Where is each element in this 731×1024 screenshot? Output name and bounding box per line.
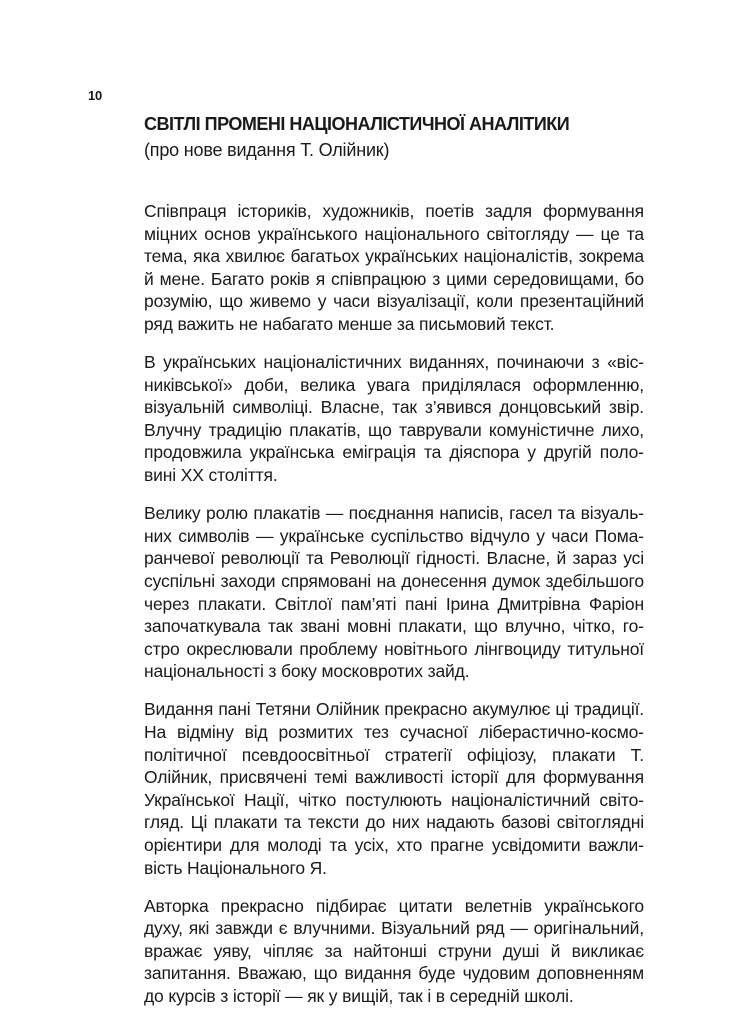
article-subtitle: (про нове видання Т. Олійник) (144, 140, 390, 160)
paragraph: Велику ролю плакатів — поєднання написів, гасел та візуальних символів — українське суспільство відчуло у часи Помаранчевої революції та Революції гідності. Власне, й зараз усі суспільні заходи спрямовані на донесення думок здебільшого через плакати. Світлої пам’яті пані Ірина Дмитрівна Фаріон започаткувала так звані мовні плакати, що влучно, чітко, гостро окреслювали проблему новітнього лінгвоциду титульної національності з боку московротих зайд. (144, 503, 644, 682)
paragraph: Авторка прекрасно підбирає цитати велетнів українського духу, які завжди є влучними. Візуальний ряд — оригінальний, вражає уяву, чіпляє за найтонші струни душі й викликає запитання. Вважаю, що видання буде чудовим доповненням до курсів з історії — як у вищій, так і в середній школі. (144, 895, 644, 1006)
paragraph: Співпраця істориків, художників, поетів задля формування міцних основ українського національного світогляду — це та тема, яка хвилює багатьох українських націоналістів, зокрема й мене. Багато років я співпрацюю з цими середовищами, бо розумію, що живемо у часи візуалізації, коли презентаційний ряд важить не набагато менше за письмовий текст. (144, 201, 644, 334)
page-number: 10 (88, 88, 103, 103)
article-body (144, 200, 644, 1008)
paragraph: Видання пані Тетяни Олійник прекрасно акумулює ці традиції. На відміну від розмитих тез сучасної ліберастично-космополітичної псевдоосвітньої стратегії офіціозу, плакати Т. Олійник, присвячені темі важливості історії для формування Української Нації, чітко постулюють націоналістичний світогляд. Ці плакати та тексти до них надають базові світоглядні орієнтири для молоді та усіх, хто прагне усвідомити важливість Національного Я. (144, 699, 644, 878)
article-title: СВІТЛІ ПРОМЕНІ НАЦІОНАЛІСТИЧНОЇ АНАЛІТИКИ (144, 114, 570, 134)
paragraph: В українських націоналістичних виданнях, починаючи з «вісниківської» доби, велика увага приділялася оформленню, візуальній символіці. Власне, так з’явився донцовський звір. Влучну традицію плакатів, що таврували комуністичне лихо, продовжила українська еміграція та діяспора у другій половині XX століття. (144, 352, 644, 486)
article (144, 112, 644, 1023)
